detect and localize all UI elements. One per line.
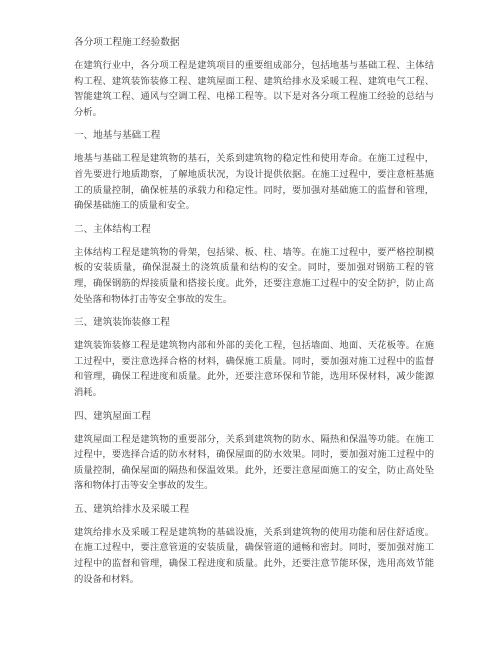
section-heading-foundation: 一、地基与基础工程 bbox=[74, 130, 161, 142]
section-heading-roofing: 四、建筑屋面工程 bbox=[74, 410, 151, 422]
document-title: 各分项工程施工经验数据 bbox=[74, 37, 180, 48]
section-body-plumbing-heating: 建筑给排水及采暖工程是建筑物的基础设施，关系到建筑物的使用功能和居住舒适度。在施工过程中，要注意管道的安装质量，确保管道的通畅和密封。同时，要加强对施工过程中的监督和管理，确保工程进度和质量。此外，还要注意节能环保，选用高效节能的设备和材料。 bbox=[74, 526, 434, 585]
section-heading-decoration: 三、建筑装饰装修工程 bbox=[74, 317, 170, 329]
section-body-main-structure: 主体结构工程是建筑物的骨架，包括梁、板、柱、墙等。在施工过程中，要严格控制模板的安装质量，确保混凝土的浇筑质量和结构的安全。同时，要加强对钢筋工程的管理，确保钢筋的焊接质量和搭接长度。此外，还要注意施工过程中的安全防护，防止高处坠落和物体打击等安全事故的发生。 bbox=[74, 246, 434, 305]
document-page bbox=[74, 36, 434, 596]
section-body-decoration: 建筑装饰装修工程是建筑物内部和外部的美化工程，包括墙面、地面、天花板等。在施工过程中，要注意选择合格的材料，确保施工质量。同时，要加强对施工过程中的监督和管理，确保工程进度和质量。此外，还要注意环保和节能，选用环保材料，减少能源消耗。 bbox=[74, 340, 434, 398]
intro-paragraph: 在建筑行业中，各分项工程是建筑项目的重要组成部分，包括地基与基础工程、主体结构工程、建筑装饰装修工程、建筑屋面工程、建筑给排水及采暖工程、建筑电气工程、智能建筑工程、通风与空调工程、电梯工程等。以下是对各分项工程施工经验的总结与分析。 bbox=[74, 60, 434, 118]
section-body-roofing: 建筑屋面工程是建筑物的重要部分，关系到建筑物的防水、隔热和保温等功能。在施工过程中，要选择合适的防水材料，确保屋面的防水效果。同时，要加强对施工过程中的质量控制，确保屋面的隔热和保温效果。此外，还要注意屋面施工的安全，防止高处坠落和物体打击等安全事故的发生。 bbox=[74, 433, 434, 492]
section-body-foundation: 地基与基础工程是建筑物的基石，关系到建筑物的稳定性和使用寿命。在施工过程中，首先要进行地质勘察，了解地质状况，为设计提供依据。在施工过程中，要注意桩基施工的质量控制，确保桩基的承载力和稳定性。同时，要加强对基础施工的监督和管理，确保基础施工的质量和安全。 bbox=[74, 153, 434, 212]
section-heading-plumbing-heating: 五、建筑给排水及采暖工程 bbox=[74, 503, 190, 515]
section-heading-main-structure: 二、主体结构工程 bbox=[74, 223, 151, 235]
